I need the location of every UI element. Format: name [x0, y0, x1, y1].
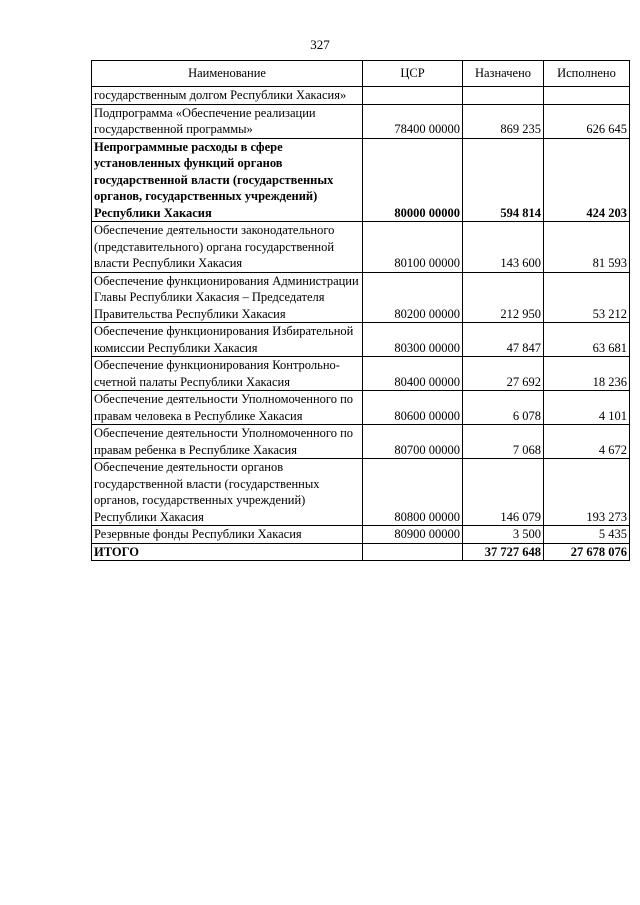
- row-planned-cell: 7 068: [463, 425, 544, 459]
- row-code-cell: 80200 00000: [363, 272, 463, 323]
- row-name-cell: Обеспечение деятельности Уполномоченного по правам человека в Республике Хакасия: [92, 391, 363, 425]
- row-executed-cell: 4 101: [544, 391, 630, 425]
- header-planned: Назначено: [463, 61, 544, 87]
- row-code-cell: 80100 00000: [363, 222, 463, 273]
- row-executed-cell: 18 236: [544, 357, 630, 391]
- budget-table: [91, 60, 630, 561]
- header-code: ЦСР: [363, 61, 463, 87]
- row-planned-cell: 6 078: [463, 391, 544, 425]
- row-planned-cell: 3 500: [463, 526, 544, 544]
- row-planned-cell: 212 950: [463, 272, 544, 323]
- row-executed-cell: 53 212: [544, 272, 630, 323]
- table-row: [92, 272, 630, 323]
- row-executed-cell: 193 273: [544, 459, 630, 526]
- row-executed-cell: 626 645: [544, 104, 630, 138]
- table-row: [92, 459, 630, 526]
- row-code-cell: 78400 00000: [363, 104, 463, 138]
- row-executed-cell: 27 678 076: [544, 543, 630, 561]
- row-name-cell: Обеспечение функционирования Избирательной комиссии Республики Хакасия: [92, 323, 363, 357]
- table-row: [92, 138, 630, 222]
- row-planned-cell: 143 600: [463, 222, 544, 273]
- row-code-cell: 80300 00000: [363, 323, 463, 357]
- row-code-cell: 80700 00000: [363, 425, 463, 459]
- row-executed-cell: [544, 87, 630, 105]
- header-executed: Исполнено: [544, 61, 630, 87]
- row-code-cell: [363, 543, 463, 561]
- table-header-row: [92, 61, 630, 87]
- row-planned-cell: 47 847: [463, 323, 544, 357]
- table-row: [92, 87, 630, 105]
- table-row: [92, 104, 630, 138]
- table-row: [92, 222, 630, 273]
- row-executed-cell: 81 593: [544, 222, 630, 273]
- row-code-cell: 80000 00000: [363, 138, 463, 222]
- row-code-cell: 80400 00000: [363, 357, 463, 391]
- row-name-cell: Обеспечение функционирования Контрольно-счетной палаты Республики Хакасия: [92, 357, 363, 391]
- row-name-cell: Обеспечение деятельности Уполномоченного по правам ребенка в Республике Хакасия: [92, 425, 363, 459]
- row-name-cell: Обеспечение функционирования Администрации Главы Республики Хакасия – Председателя Правительства Республики Хакасия: [92, 272, 363, 323]
- row-planned-cell: 37 727 648: [463, 543, 544, 561]
- row-name-cell: Обеспечение деятельности органов государственной власти (государственных органов, государственных учреждений) Республики Хакасия: [92, 459, 363, 526]
- table-row: [92, 543, 630, 561]
- row-planned-cell: 146 079: [463, 459, 544, 526]
- row-name-cell: Обеспечение деятельности законодательного (представительного) органа государственной власти Республики Хакасия: [92, 222, 363, 273]
- row-name-cell: Резервные фонды Республики Хакасия: [92, 526, 363, 544]
- row-executed-cell: 63 681: [544, 323, 630, 357]
- table-row: [92, 425, 630, 459]
- row-executed-cell: 4 672: [544, 425, 630, 459]
- row-planned-cell: 869 235: [463, 104, 544, 138]
- row-code-cell: 80900 00000: [363, 526, 463, 544]
- table-row: [92, 323, 630, 357]
- row-name-cell: Непрограммные расходы в сфере установленных функций органов государственной власти (государственных органов, государственных учреждений) Республики Хакасия: [92, 138, 363, 222]
- row-planned-cell: 594 814: [463, 138, 544, 222]
- table-row: [92, 357, 630, 391]
- table-row: [92, 526, 630, 544]
- row-executed-cell: 5 435: [544, 526, 630, 544]
- row-planned-cell: 27 692: [463, 357, 544, 391]
- row-executed-cell: 424 203: [544, 138, 630, 222]
- row-name-cell: ИТОГО: [92, 543, 363, 561]
- row-planned-cell: [463, 87, 544, 105]
- row-code-cell: 80600 00000: [363, 391, 463, 425]
- header-name: Наименование: [92, 61, 363, 87]
- page-number: 327: [310, 37, 330, 52]
- row-name-cell: Подпрограмма «Обеспечение реализации государственной программы»: [92, 104, 363, 138]
- row-code-cell: 80800 00000: [363, 459, 463, 526]
- row-name-cell: государственным долгом Республики Хакасия»: [92, 87, 363, 105]
- table-row: [92, 391, 630, 425]
- row-code-cell: [363, 87, 463, 105]
